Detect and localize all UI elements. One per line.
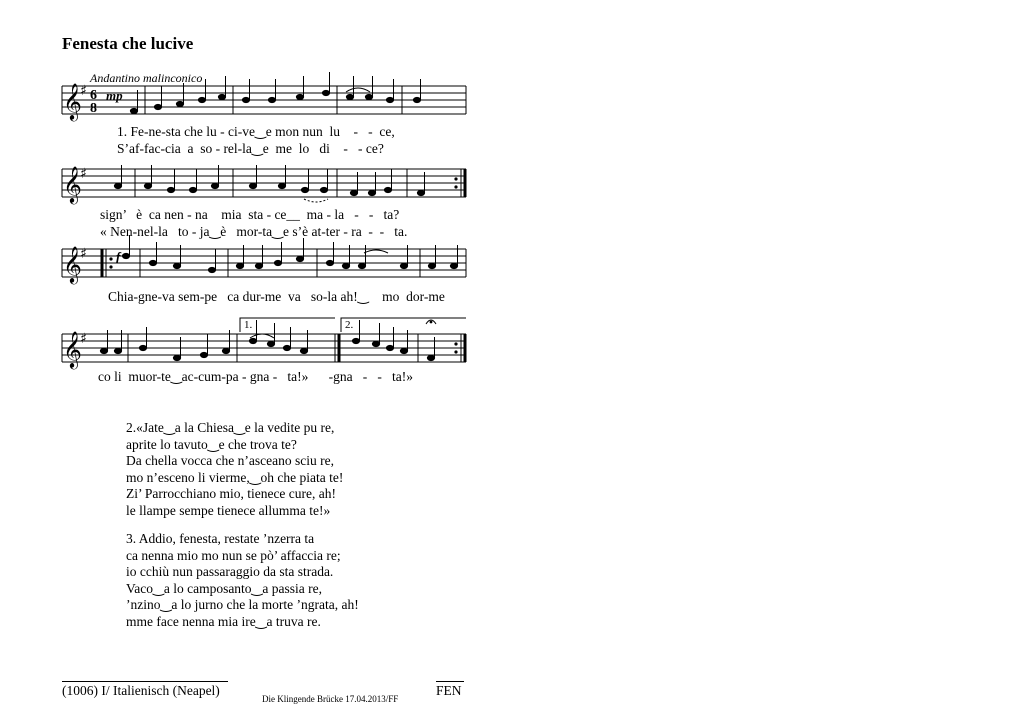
treble-clef-icon: 𝄞 [63,165,82,203]
lyrics-s4-l1: co li muor-te‿ac-cum-pa - gna - ta!» -gna - - ta!» [98,369,413,384]
song-title: Fenesta che lucive [62,34,194,53]
footer-catalog: (1006) I/ Italienisch (Neapel) [62,683,220,698]
staff-system-3 [62,249,466,277]
verse-3 [126,531,359,631]
treble-clef-icon: 𝄞 [63,330,82,368]
sharp-icon: ♯ [80,246,87,262]
verse-2-line: Zi’ Parrocchiano mio, tienece cure, ah! [126,486,337,502]
lyrics-s1-l2: S’af-fac-cia a so - rel-la‿e me lo di - - ce? [117,141,384,156]
sharp-icon: ♯ [80,83,87,99]
verse-2 [126,420,343,520]
volta-2-label: 2. [345,319,354,331]
verse-2-line: aprite lo tavuto‿e che trova te? [126,436,297,452]
dynamic-mp: mp [106,88,123,103]
footer-rule-right [436,681,464,682]
verse-2-line: mo n’esceno li vierme,‿oh che piata te! [126,469,344,485]
sharp-icon: ♯ [80,166,87,182]
verse-2-line: 2.«Jate‿a la Chiesa‿e la vedite pu re, [126,420,335,435]
tempo-marking: Andantino malinconico [90,71,203,85]
footer-rule-left [62,681,228,682]
treble-clef-icon: 𝄞 [63,82,82,120]
staff-system-2 [62,169,466,197]
verse-2-line: le llampe sempe tienece allumma te!» [126,502,331,518]
time-signature-bottom: 8 [90,101,97,116]
verse-3-line: mme face nenna mia ire‿a truva re. [126,613,321,629]
verse-3-line: 3. Addio, fenesta, restate ’nzerra ta [126,531,315,546]
lyrics-s2-l2: « Nen-nel-la to - ja‿è mor-ta‿e s’è at-ter - ra - - ta. [100,224,408,239]
lyrics-s3-l1: Chia-gne-va sem-pe ca dur-me va so-la ah!‿ mo dor-me [108,289,445,304]
sharp-icon: ♯ [80,331,87,347]
dynamic-f: f [116,249,121,264]
lyrics-s2-l1: sign’ è ca nen - na mia sta - ce__ ma - la - - ta? [100,207,400,222]
treble-clef-icon: 𝄞 [63,245,82,283]
footer-code: FEN [436,683,462,698]
time-signature-top: 6 [90,88,97,103]
verse-3-line: io cchiù nun passaraggio da sta strada. [126,564,334,580]
footer-credit: Die Klingende Brücke 17.04.2013/FF [262,694,399,704]
verse-3-line: Vaco‿a lo camposanto‿a passia re, [126,580,323,596]
lyrics-s1-l1: 1. Fe-ne-sta che lu - ci-ve‿e mon nun lu - - ce, [117,124,395,139]
volta-1-label: 1. [244,319,253,331]
verse-3-line: ’nzino‿a lo jurno che la morte ’ngrata, ah! [126,597,359,613]
verse-3-line: ca nenna mio mo nun se pò’ affaccia re; [126,547,341,563]
staff-system-4 [62,318,466,362]
verse-2-line: Da chella vocca che n’asceano sciu re, [126,453,335,469]
